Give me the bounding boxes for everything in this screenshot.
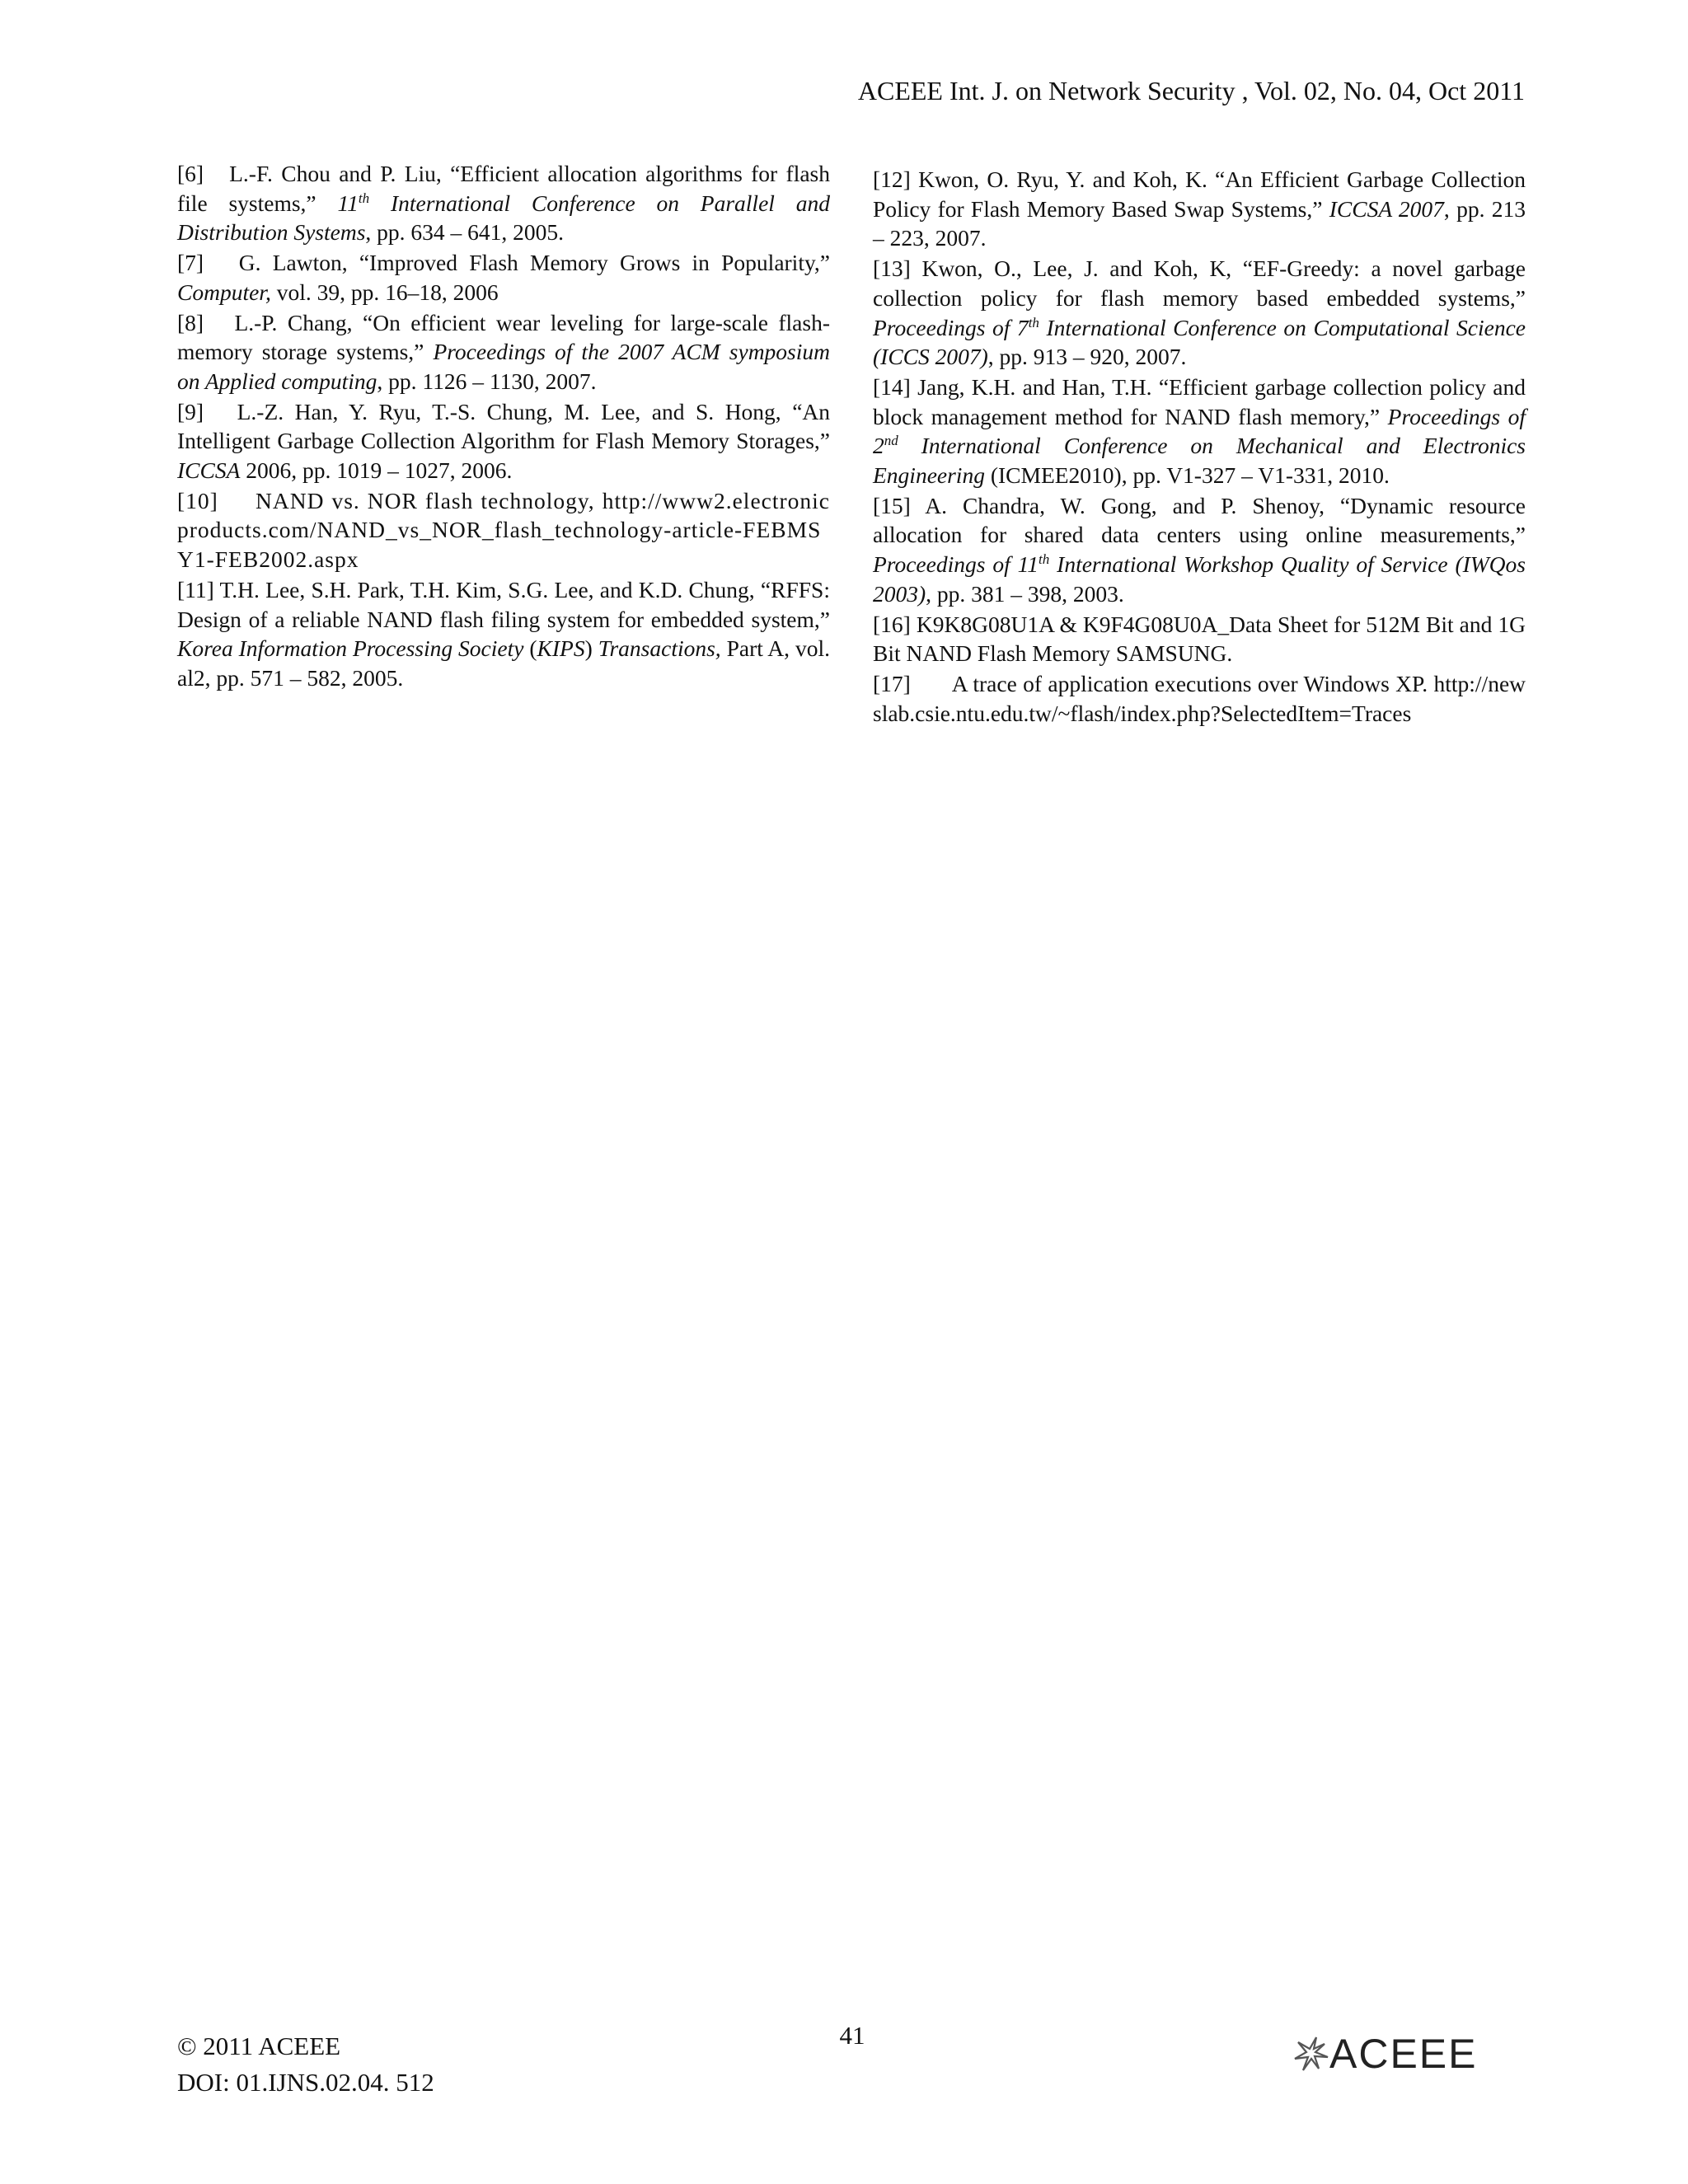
reference-label: [11] xyxy=(177,576,214,602)
reference-label: [16] xyxy=(873,611,911,637)
reference-12: [12] Kwon, O. Ryu, Y. and Koh, K. “An Efficient Garbage Collection Policy for Flash Memory Based Swap Systems,” ICCSA 2007, pp. 213 – 223, 2007. xyxy=(873,166,1526,251)
reference-label: [15] xyxy=(873,492,911,518)
doi: DOI: 01.IJNS.02.04. 512 xyxy=(177,2068,434,2097)
page-number: 41 xyxy=(839,2021,865,2050)
reference-label: [6] xyxy=(177,161,204,186)
aceee-logo xyxy=(1292,2029,1522,2079)
reference-10 xyxy=(177,486,830,574)
star-icon xyxy=(1292,2032,1333,2075)
references-right-column xyxy=(873,165,1526,729)
copyright: © 2011 ACEEE xyxy=(177,2032,341,2060)
reference-label: [14] xyxy=(873,373,911,400)
reference-label: [7] xyxy=(177,250,204,276)
logo-text: ACEEE xyxy=(1329,2031,1478,2077)
reference-label: [17] xyxy=(873,670,911,696)
reference-11: [11] T.H. Lee, S.H. Park, T.H. Kim, S.G. Lee, and K.D. Chung, “RFFS: Design of a reliable NAND flash filing system for embedded system,” Korea Information Processing Society (KIPS) Transactions, Part A, vol. al2, pp. 571 – 582, 2005. xyxy=(177,576,830,691)
reference-url[interactable]: A trace of application executions over Windows XP. http://newslab.csie.ntu.edu.tw/~flash/index.php?SelectedItem=Traces xyxy=(873,670,1526,726)
reference-label: [10] xyxy=(177,487,218,513)
reference-url[interactable]: NAND vs. NOR flash technology, http://www2.electronicproducts.com/NAND_vs_NOR_flash_technology-article-FEBMSY1-FEB2002.aspx xyxy=(177,487,831,573)
reference-16: [16] K9K8G08U1A & K9F4G08U0A_Data Sheet for 512M Bit and 1G Bit NAND Flash Memory SAMSUNG. xyxy=(873,611,1526,667)
reference-8: [8] L.-P. Chang, “On efficient wear leveling for large-scale flash-memory storage systems,” Proceedings of the 2007 ACM symposium on Applied computing, pp. 1126 – 1130, 2007. xyxy=(177,309,831,394)
reference-17 xyxy=(873,669,1526,728)
reference-7: [7] G. Lawton, “Improved Flash Memory Grows in Popularity,” Computer, vol. 39, pp. 16–18, 2006 xyxy=(177,250,831,305)
reference-label: [9] xyxy=(177,398,204,424)
reference-9: [9] L.-Z. Han, Y. Ryu, T.-S. Chung, M. Lee, and S. Hong, “An Intelligent Garbage Collection Algorithm for Flash Memory Storages,” ICCSA 2006, pp. 1019 – 1027, 2006. xyxy=(177,398,831,484)
reference-13: [13] Kwon, O., Lee, J. and Koh, K, “EF-Greedy: a novel garbage collection policy for flash memory based embedded systems,” Proceedings of 7th International Conference on Computational Science (ICCS 2007), pp. 913 – 920, 2007. xyxy=(873,255,1526,370)
references-left-column xyxy=(177,159,830,694)
footer-left xyxy=(177,2028,434,2101)
reference-14: [14] Jang, K.H. and Han, T.H. “Efficient garbage collection policy and block management method for NAND flash memory,” Proceedings of 2nd International Conference on Mechanical and Electronics Engineering (ICMEE2010), pp. V1-327 – V1-331, 2010. xyxy=(873,373,1526,489)
reference-label: [8] xyxy=(177,309,204,335)
reference-15: [15] A. Chandra, W. Gong, and P. Shenoy, “Dynamic resource allocation for shared data centers using online measurements,” Proceedings of 11th International Workshop Quality of Service (IWQos 2003), pp. 381 – 398, 2003. xyxy=(873,492,1526,607)
reference-6: [6] L.-F. Chou and P. Liu, “Efficient allocation algorithms for flash file systems,” 11th International Conference on Parallel and Distribution Systems, pp. 634 – 641, 2005. xyxy=(177,161,831,246)
reference-label: [13] xyxy=(873,255,911,282)
running-head: ACEEE Int. J. on Network Security , Vol. 02, No. 04, Oct 2011 xyxy=(857,76,1525,105)
reference-label: [12] xyxy=(873,166,911,192)
